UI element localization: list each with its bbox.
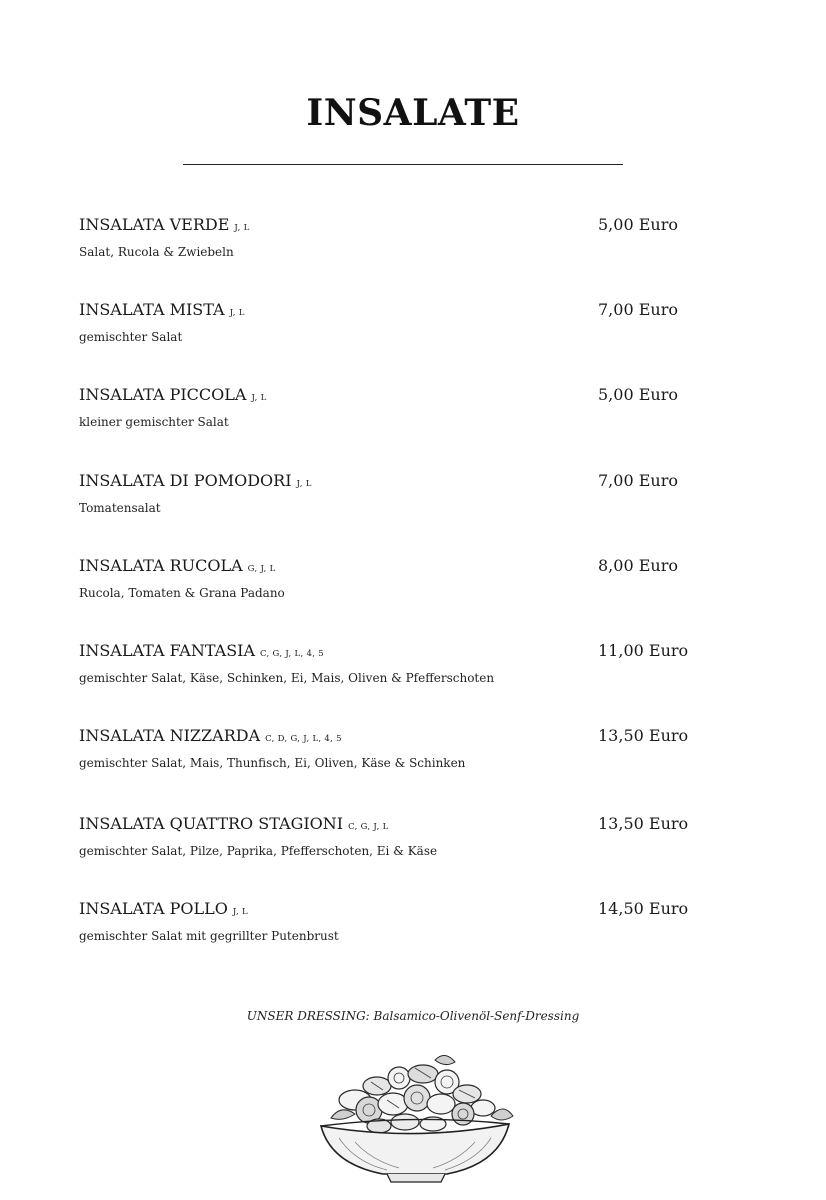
item-name: INSALATA RUCOLA — [79, 556, 243, 575]
item-description: Tomatensalat — [79, 501, 161, 515]
item-price: 13,50 Euro — [598, 726, 689, 745]
item-name: INSALATA QUATTRO STAGIONI — [79, 814, 344, 833]
menu-item — [79, 471, 779, 531]
item-price: 5,00 Euro — [598, 385, 678, 404]
item-allergens: C, D, G, J, L, 4, 5 — [265, 734, 342, 744]
menu-item — [79, 726, 779, 786]
item-description: kleiner gemischter Salat — [79, 415, 229, 429]
item-allergens: C, G, J, L — [348, 822, 389, 832]
item-name: INSALATA DI POMODORI — [79, 471, 292, 490]
item-allergens: J, L — [229, 308, 245, 318]
item-allergens: J, L — [296, 479, 312, 489]
item-name: INSALATA MISTA — [79, 300, 225, 319]
item-description: gemischter Salat — [79, 330, 183, 344]
item-description: Salat, Rucola & Zwiebeln — [79, 245, 234, 259]
item-name: INSALATA PICCOLA — [79, 385, 247, 404]
item-price: 13,50 Euro — [598, 814, 689, 833]
item-price: 8,00 Euro — [598, 556, 678, 575]
item-price: 7,00 Euro — [598, 471, 678, 490]
item-allergens: J, L — [232, 907, 248, 917]
item-allergens: J, L — [251, 393, 267, 403]
item-name: INSALATA FANTASIA — [79, 641, 256, 660]
menu-item — [79, 899, 779, 959]
item-description: gemischter Salat mit gegrillter Putenbrust — [79, 929, 339, 943]
item-description: gemischter Salat, Käse, Schinken, Ei, Mais, Oliven & Pfefferschoten — [79, 671, 495, 685]
item-allergens: C, G, J, L, 4, 5 — [260, 649, 324, 659]
item-name: INSALATA NIZZARDA — [79, 726, 261, 745]
item-price: 14,50 Euro — [598, 899, 689, 918]
menu-item — [79, 641, 779, 701]
item-allergens: G, J, L — [247, 564, 276, 574]
menu-title: INSALATE — [306, 92, 520, 134]
menu-item — [79, 300, 779, 360]
item-description: gemischter Salat, Mais, Thunfisch, Ei, Oliven, Käse & Schinken — [79, 756, 466, 770]
item-price: 11,00 Euro — [598, 641, 689, 660]
menu-item — [79, 385, 779, 445]
item-allergens: J, L — [234, 223, 250, 233]
title-divider — [183, 164, 623, 165]
menu-item — [79, 215, 779, 275]
item-name: INSALATA POLLO — [79, 899, 228, 918]
item-name: INSALATA VERDE — [79, 215, 230, 234]
menu-item — [79, 556, 779, 616]
dressing-note: UNSER DRESSING: Balsamico-Olivenöl-Senf-Dressing — [246, 1009, 580, 1023]
item-description: Rucola, Tomaten & Grana Padano — [79, 586, 285, 600]
item-price: 5,00 Euro — [598, 215, 678, 234]
menu-item — [79, 814, 779, 874]
salad-bowl-illustration — [295, 1038, 535, 1188]
item-price: 7,00 Euro — [598, 300, 678, 319]
item-description: gemischter Salat, Pilze, Paprika, Pfefferschoten, Ei & Käse — [79, 844, 438, 858]
